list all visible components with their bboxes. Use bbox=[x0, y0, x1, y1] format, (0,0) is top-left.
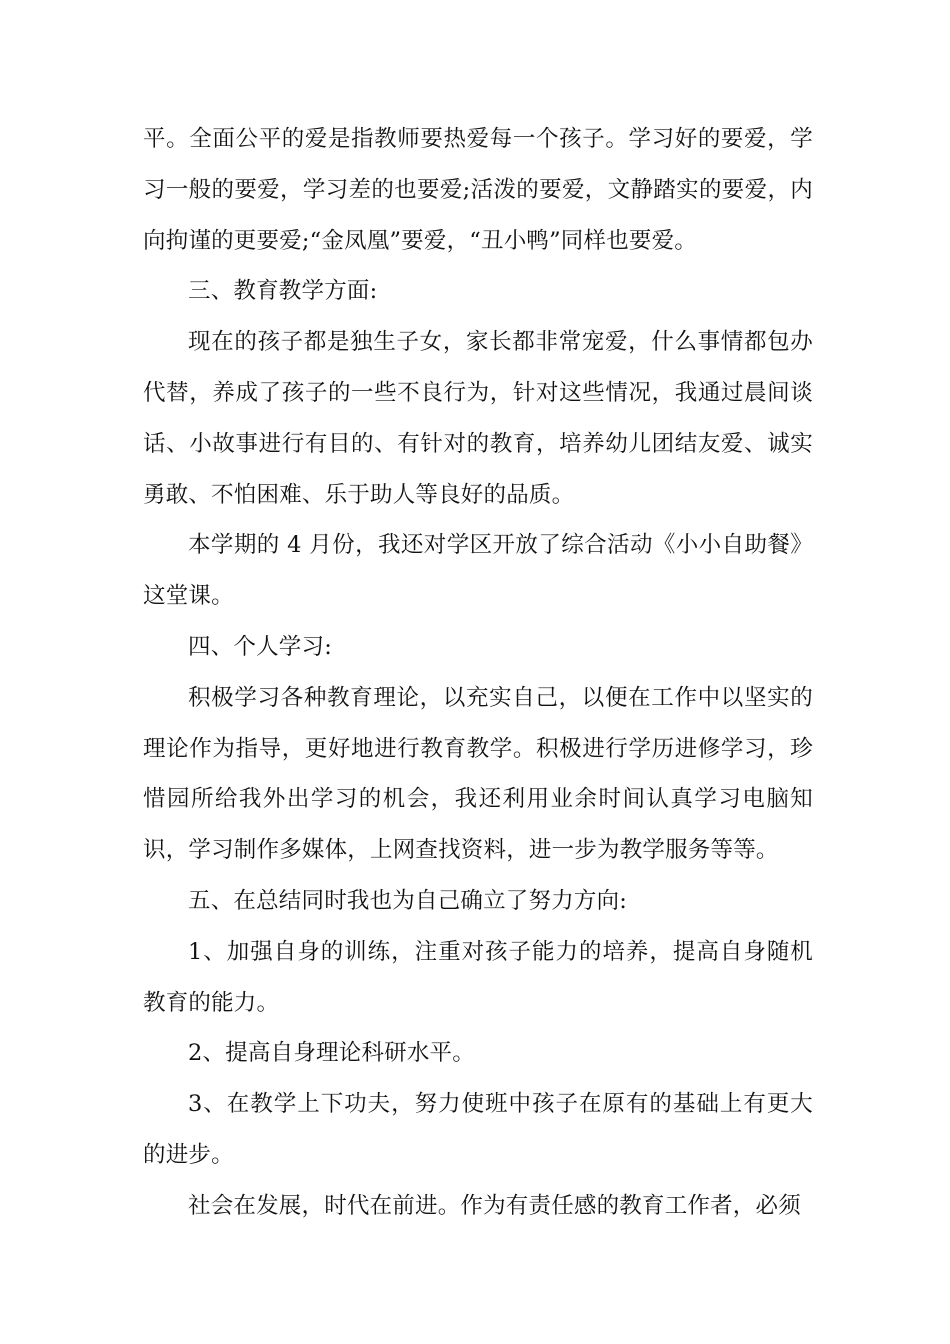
heading-personal-study: 四、个人学习: bbox=[188, 633, 332, 660]
list-item-3: 3、在教学上下功夫，努力使班中孩子在原有的基础上有更大的进步。 bbox=[143, 1091, 813, 1168]
paragraph-personal-study: 积极学习各种教育理论，以充实自己，以便在工作中以坚实的理论作为指导，更好地进行教育教学。积极进行学历进修学习，珍惜园所给我外出学习的机会，我还利用业余时间认真学习电脑知识，学习制作多媒体，上网查找资料，进一步为教学服务等等。 bbox=[143, 684, 813, 864]
document-body bbox=[143, 114, 813, 1232]
heading-teaching: 三、教育教学方面: bbox=[188, 278, 378, 305]
paragraph-closing: 社会在发展，时代在前进。作为有责任感的教育工作者，必须 bbox=[188, 1192, 801, 1219]
list-item-2: 2、提高自身理论科研水平。 bbox=[188, 1040, 475, 1067]
paragraph-teaching: 现在的孩子都是独生子女，家长都非常宠爱，什么事情都包办代替，养成了孩子的一些不良行为，针对这些情况，我通过晨间谈话、小故事进行有目的、有针对的教育，培养幼儿团结友爱、诚实勇敢、不怕困难、乐于助人等良好的品质。 bbox=[143, 329, 813, 508]
list-item-1: 1、加强自身的训练，注重对孩子能力的培养，提高自身随机教育的能力。 bbox=[143, 938, 813, 1016]
heading-direction: 五、在总结同时我也为自己确立了努力方向: bbox=[188, 887, 628, 914]
paragraph-love-all-children: 平。全面公平的爱是指教师要热爱每一个孩子。学习好的要爱，学习一般的要爱，学习差的也要爱;活泼的要爱，文静踏实的要爱，内向拘谨的更要爱;“金凤凰”要爱，“丑小鸭”同样也要爱。 bbox=[143, 126, 813, 254]
paragraph-open-class: 本学期的 4 月份，我还对学区开放了综合活动《小小自助餐》这堂课。 bbox=[143, 532, 813, 610]
